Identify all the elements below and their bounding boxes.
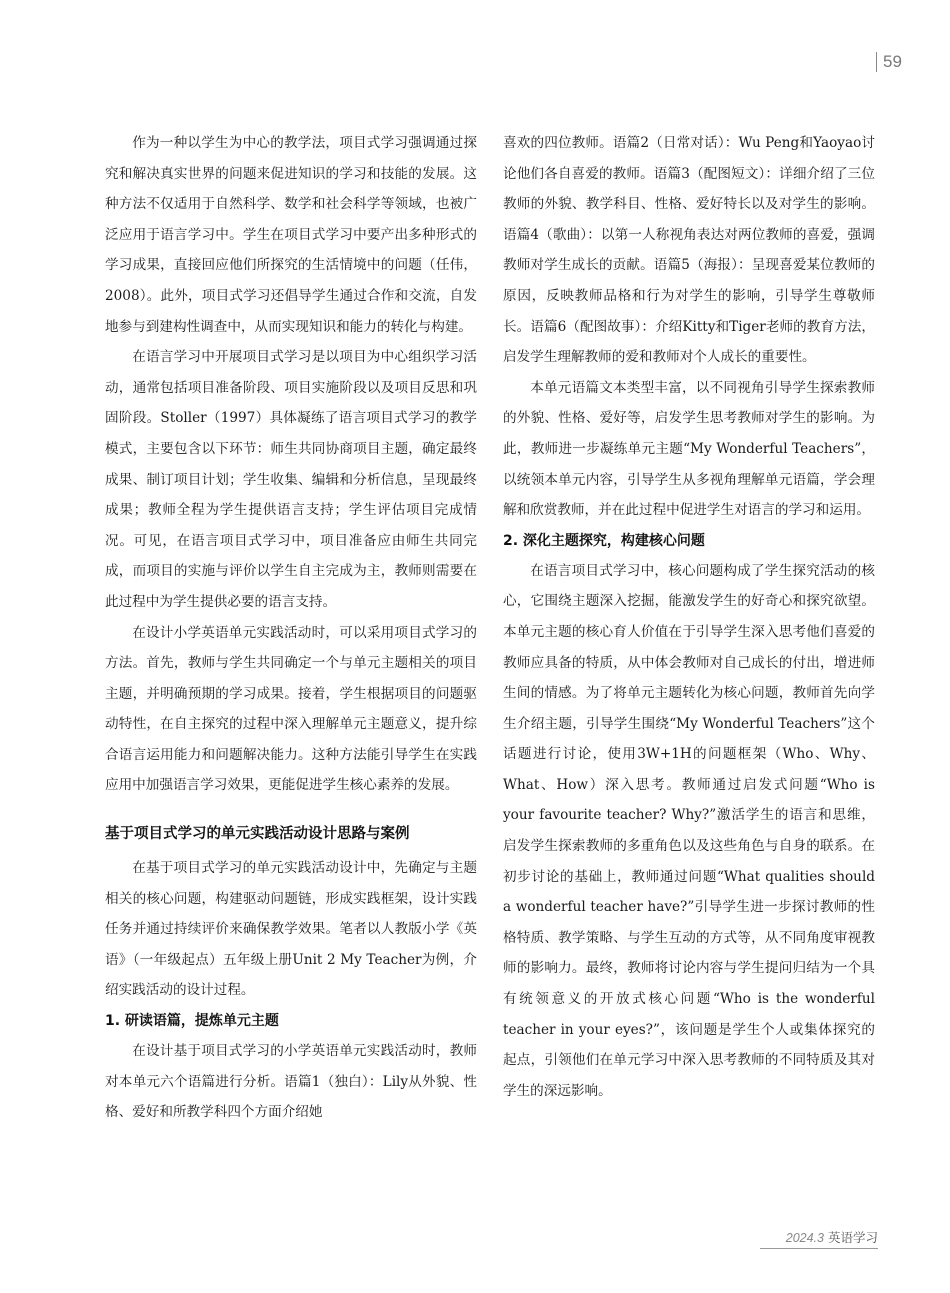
section-title: 基于项目式学习的单元实践活动设计思路与案例 [105,826,410,843]
subsection-title-1: 1. 研读语篇，提炼单元主题 [105,1013,279,1030]
subsection-title-2: 2. 深化主题探究，构建核心问题 [503,532,705,549]
footer [760,1228,878,1249]
paragraph-continued: 喜欢的四位教师。语篇2（日常对话）：Wu Peng和Yaoyao讨论他们各自喜爱的教师。语篇3（配图短文）：详细介绍了三位教师的外貌、教学科目、性格、爱好特长以及对学生的影响。语篇4（歌曲）：以第一人称视角表达对两位教师的喜爱，强调教师对学生成长的贡献。语篇5（海报）：呈现喜爱某位教师的原因，反映教师品格和行为对学生的影响，引导学生尊敬师长。语篇6（配图故事）：介绍Kitty和Tiger老师的教育方法，启发学生理解教师的爱和教师对个人成长的重要性。 [503,135,875,366]
paragraph: 在设计小学英语单元实践活动时，可以采用项目式学习的方法。首先，教师与学生共同确定一个与单元主题相关的项目主题，并明确预期的学习成果。接着，学生根据项目的问题驱动特性，在自主探究的过程中深入理解单元主题意义，提升综合语言运用能力和问题解决能力。这种方法能引导学生在实践应用中加强语言学习效果，更能促进学生核心素养的发展。 [105,624,477,794]
paragraph: 作为一种以学生为中心的教学法，项目式学习强调通过探究和解决真实世界的问题来促进知识的学习和技能的发展。这种方法不仅适用于自然科学、数学和社会科学等领域，也被广泛应用于语言学习中。学生在项目式学习中要产出多种形式的学习成果，直接回应他们所探究的生活情境中的问题（任伟，2008）。此外，项目式学习还倡导学生通过合作和交流，自发地参与到建构性调查中，从而实现知识和能力的转化与构建。 [105,135,477,335]
footer-issue: 2024.3 [785,1231,824,1245]
paragraph: 本单元语篇文本类型丰富，以不同视角引导学生探索教师的外貌、性格、爱好等，启发学生思考教师对学生的影响。为此，教师进一步凝练单元主题“My Wonderful Teachers”，以统领本单元内容，引导学生从多视角理解单元语篇，学会理解和欣赏教师，并在此过程中促进学生对语言的学习和运用。 [503,379,875,519]
paragraph: 在设计基于项目式学习的小学英语单元实践活动时，教师对本单元六个语篇进行分析。语篇1（独白）：Lily从外貌、性格、爱好和所教学科四个方面介绍她 [105,1043,477,1121]
paragraph: 在基于项目式学习的单元实践活动设计中，先确定与主题相关的核心问题，构建驱动问题链，形成实践框架，设计实践任务并通过持续评价来确保教学效果。笔者以人教版小学《英语》（一年级起点）五年级上册Unit 2 My Teacher为例，介绍实践活动的设计过程。 [105,860,477,999]
paragraph: 在语言学习中开展项目式学习是以项目为中心组织学习活动，通常包括项目准备阶段、项目实施阶段以及项目反思和巩固阶段。Stoller（1997）具体凝练了语言项目式学习的教学模式，主要包含以下环节：师生共同协商项目主题，确定最终成果、制订项目计划；学生收集、编辑和分析信息，呈现最终成果；教师全程为学生提供语言支持；学生评估项目完成情况。可见，在语言项目式学习中，项目准备应由师生共同完成，而项目的实施与评价以学生自主完成为主，教师则需要在此过程中为学生提供必要的语言支持。 [105,349,477,610]
footer-journal: 英语学习 [827,1231,878,1245]
page-number: 59 [876,52,902,72]
right-column [503,128,875,1106]
left-column [105,128,477,1128]
paragraph: 在语言项目式学习中，核心问题构成了学生探究活动的核心，它围绕主题深入挖掘，能激发学生的好奇心和探究欲望。本单元主题的核心育人价值在于引导学生深入思考他们喜爱的教师应具备的特质，从中体会教师对自己成长的付出，增进师生间的情感。为了将单元主题转化为核心问题，教师首先向学生介绍主题，引导学生围绕“My Wonderful Teachers”这个话题进行讨论，使用3W+1H的问题框架（Who、Why、What、How）深入思考。教师通过启发式问题“Who is your favourite teacher? Why?”激活学生的语言和思维，启发学生探索教师的多重角色以及这些角色与自身的联系。在初步讨论的基础上，教师通过问题“What qualities should a wonderful teacher have?”引导学生进一步探讨教师的性格特质、教学策略、与学生互动的方式等，从不同角度审视教师的影响力。最终，教师将讨论内容与学生提问归结为一个具有统领意义的开放式核心问题“Who is the wonderful teacher in your eyes?”，该问题是学生个人或集体探究的起点，引领他们在单元学习中深入思考教师的不同特质及其对学生的深远影响。 [503,562,875,1099]
